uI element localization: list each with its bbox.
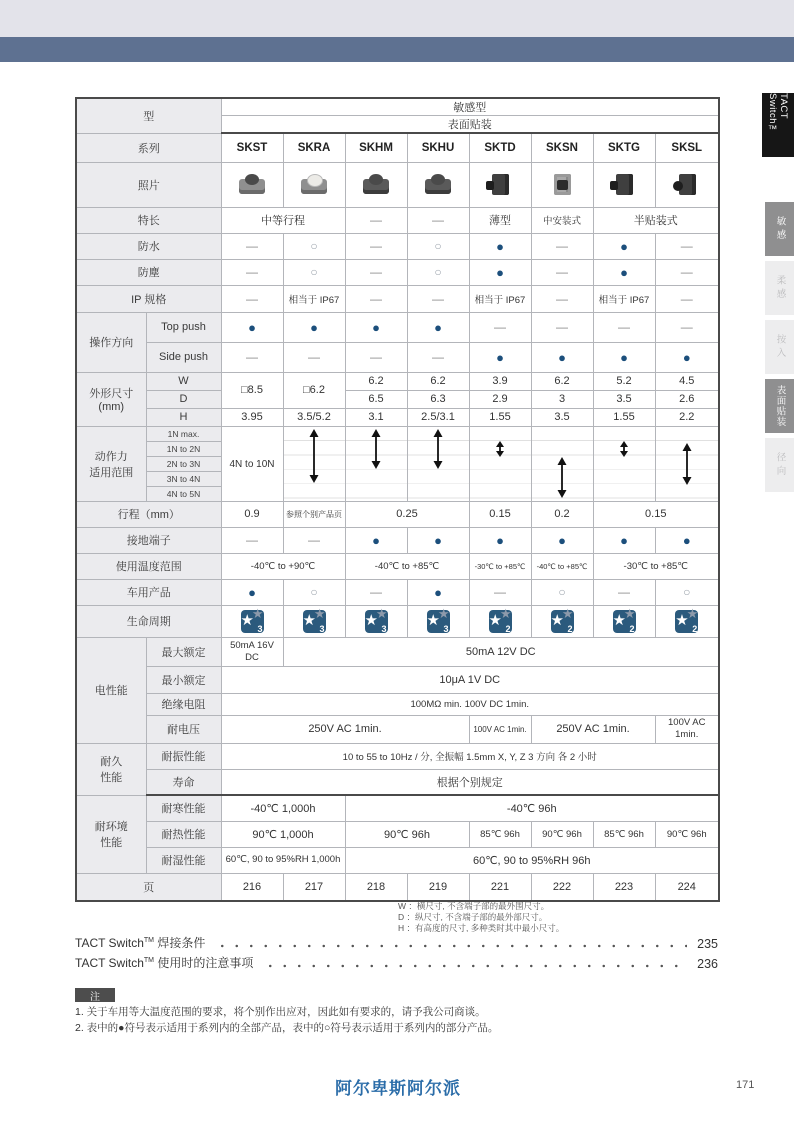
accent-band bbox=[0, 37, 794, 62]
lifecycle-badge: ★ ★ 3 bbox=[407, 605, 469, 637]
force-label bbox=[76, 426, 146, 501]
force-range-arrow bbox=[370, 429, 382, 469]
alps-alpine-logo: 阿尔卑斯阿尔派 bbox=[335, 1079, 461, 1098]
waterproof-cell: — bbox=[531, 233, 593, 259]
lifecycle-badge: ★ ★ 3 bbox=[221, 605, 283, 637]
dustproof-cell: — bbox=[345, 259, 407, 285]
environment-label-line2: 性能 bbox=[100, 837, 123, 849]
series-label: 系列 bbox=[76, 133, 221, 162]
dustproof-cell: ● bbox=[469, 259, 531, 285]
travel-cell: 0.25 bbox=[345, 501, 469, 527]
min-rating-label: 最小额定 bbox=[146, 666, 221, 693]
dim-cell: 3.95 bbox=[221, 408, 283, 426]
dim-cell: 3.5 bbox=[593, 390, 655, 408]
feature-cell: 薄型 bbox=[469, 207, 531, 233]
automotive-cell: ● bbox=[221, 579, 283, 605]
travel-cell: 0.2 bbox=[531, 501, 593, 527]
star-icon: ★ bbox=[686, 605, 699, 621]
top-push-cell: — bbox=[531, 312, 593, 342]
temperature-cell: -30℃ to +85℃ bbox=[469, 553, 531, 579]
dustproof-label: 防塵 bbox=[76, 259, 221, 285]
wdh-note-h: H ：有高度的尺寸, 多种类时其中最小尺寸。 bbox=[398, 923, 565, 934]
page-ref[interactable]: 221 bbox=[469, 873, 531, 901]
top-band bbox=[0, 0, 794, 37]
side-push-label: Side push bbox=[146, 342, 221, 372]
dim-cell: 1.55 bbox=[593, 408, 655, 426]
withstand-cell: 100V AC 1min. bbox=[469, 715, 531, 743]
ground-cell: ● bbox=[345, 527, 407, 553]
max-rating-cell: 50mA 12V DC bbox=[283, 637, 719, 666]
sidebar-tab-soft[interactable]: 柔感 bbox=[765, 261, 794, 315]
spec-table bbox=[75, 97, 720, 902]
top-push-cell: — bbox=[469, 312, 531, 342]
top-push-cell: ● bbox=[407, 312, 469, 342]
tact-switch-tab[interactable]: TACT Switch™ bbox=[762, 93, 794, 157]
dim-cell: 4.5 bbox=[655, 372, 719, 390]
lifecycle-badge: ★ ★ 3 bbox=[345, 605, 407, 637]
page-ref[interactable]: 222 bbox=[531, 873, 593, 901]
vibration-label: 耐振性能 bbox=[146, 743, 221, 769]
feature-cell: 中等行程 bbox=[221, 207, 345, 233]
dustproof-cell: ○ bbox=[407, 259, 469, 285]
temperature-cell: -40℃ to +85℃ bbox=[345, 553, 469, 579]
dim-cell: 3.5/5.2 bbox=[283, 408, 345, 426]
product-photo-skhm bbox=[345, 162, 407, 207]
star-icon: ★ bbox=[251, 605, 264, 621]
dustproof-cell: ● bbox=[593, 259, 655, 285]
wdh-footnotes bbox=[398, 901, 718, 934]
page-ref[interactable]: 224 bbox=[655, 873, 719, 901]
waterproof-cell: ○ bbox=[407, 233, 469, 259]
note-item-1: 1. 关于车用等大温度范围的要求，将个别作出应对，因此如有要求的，请予我公司商谈。 bbox=[75, 1006, 486, 1018]
lifecycle-badge: ★ ★ 2 bbox=[593, 605, 655, 637]
dim-cell: 2.9 bbox=[469, 390, 531, 408]
automotive-cell: — bbox=[469, 579, 531, 605]
force-cell-sksn bbox=[531, 426, 593, 501]
sidebar-tab-pushin[interactable]: 按入 bbox=[765, 320, 794, 374]
force-cell-sksl bbox=[655, 426, 719, 501]
temperature-cell: -40℃ to +85℃ bbox=[531, 553, 593, 579]
insulation-cell: 100MΩ min. 100V DC 1min. bbox=[221, 693, 719, 715]
note-label: 注 bbox=[75, 988, 115, 1002]
waterproof-cell: — bbox=[221, 233, 283, 259]
humidity-label: 耐湿性能 bbox=[146, 847, 221, 873]
top-push-cell: ● bbox=[283, 312, 345, 342]
ground-cell: ● bbox=[407, 527, 469, 553]
top-push-cell: ● bbox=[221, 312, 283, 342]
force-range-label: 3N to 4N bbox=[146, 471, 221, 486]
waterproof-cell: — bbox=[655, 233, 719, 259]
series-name: SKSL bbox=[655, 133, 719, 162]
dim-cell: 6.5 bbox=[345, 390, 407, 408]
force-label-line2: 适用范围 bbox=[89, 466, 134, 479]
star-icon: ★ bbox=[612, 611, 626, 629]
cold-cell: -40℃ 1,000h bbox=[221, 795, 345, 821]
product-photo-skhu bbox=[407, 162, 469, 207]
top-push-label: Top push bbox=[146, 312, 221, 342]
dim-cell: □6.2 bbox=[283, 372, 345, 408]
ip-cell: — bbox=[531, 285, 593, 312]
dustproof-cell: — bbox=[655, 259, 719, 285]
product-photo-sksn bbox=[531, 162, 593, 207]
dim-cell: 3.9 bbox=[469, 372, 531, 390]
link-page-number: 236 bbox=[697, 957, 718, 971]
dim-cell: □8.5 bbox=[221, 372, 283, 408]
dim-cell: 6.2 bbox=[345, 372, 407, 390]
page-row-label: 页 bbox=[76, 873, 221, 901]
force-range-arrow bbox=[432, 429, 444, 469]
star-icon: ★ bbox=[550, 611, 564, 629]
ground-label: 接地端子 bbox=[76, 527, 221, 553]
ground-cell: — bbox=[283, 527, 345, 553]
star-icon: ★ bbox=[488, 611, 502, 629]
automotive-cell: — bbox=[593, 579, 655, 605]
heat-cell: 90℃ 1,000h bbox=[221, 821, 345, 847]
force-cell-skra bbox=[283, 426, 345, 501]
note-item-2: 2. 表中的●符号表示适用于系列内的全部产品，表中的○符号表示适用于系列内的部分产品。 bbox=[75, 1022, 499, 1034]
mount-value: 表面贴装 bbox=[221, 116, 719, 134]
star-icon: ★ bbox=[313, 605, 326, 621]
automotive-cell: ○ bbox=[655, 579, 719, 605]
top-push-cell: — bbox=[593, 312, 655, 342]
ground-cell: — bbox=[221, 527, 283, 553]
waterproof-cell: ● bbox=[469, 233, 531, 259]
star-icon: ★ bbox=[364, 611, 378, 629]
electrical-label: 电性能 bbox=[76, 637, 146, 743]
side-push-cell: — bbox=[345, 342, 407, 372]
ip-cell: — bbox=[221, 285, 283, 312]
ip-cell: 相当于 IP67 bbox=[469, 285, 531, 312]
ground-cell: ● bbox=[655, 527, 719, 553]
force-range-label: 1N to 2N bbox=[146, 441, 221, 456]
side-push-cell: — bbox=[407, 342, 469, 372]
sidebar-tab-sensitive[interactable]: 敏感 bbox=[765, 202, 794, 256]
star-icon: ★ bbox=[561, 605, 574, 621]
h-label: H bbox=[146, 408, 221, 426]
environment-label bbox=[76, 795, 146, 873]
dimensions-label-line1: 外形尺寸 bbox=[89, 388, 134, 400]
series-name: SKTG bbox=[593, 133, 655, 162]
humidity-cell: 60℃, 90 to 95%RH 96h bbox=[345, 847, 719, 873]
page-ref[interactable]: 219 bbox=[407, 873, 469, 901]
force-range-arrow bbox=[308, 429, 320, 483]
travel-cell: 0.15 bbox=[593, 501, 719, 527]
travel-cell: 0.15 bbox=[469, 501, 531, 527]
dim-cell: 2.6 bbox=[655, 390, 719, 408]
environment-label-line1: 耐环境 bbox=[94, 821, 128, 833]
waterproof-cell: ● bbox=[593, 233, 655, 259]
product-photo-sktg bbox=[593, 162, 655, 207]
ground-cell: ● bbox=[531, 527, 593, 553]
side-push-cell: — bbox=[221, 342, 283, 372]
life-label: 寿命 bbox=[146, 769, 221, 795]
product-photo-skra bbox=[283, 162, 345, 207]
star-icon: ★ bbox=[623, 605, 636, 621]
wdh-note-d: D ：纵尺寸, 不含端子部的最外部尺寸。 bbox=[398, 912, 548, 923]
series-name: SKSN bbox=[531, 133, 593, 162]
series-name: SKRA bbox=[283, 133, 345, 162]
lifecycle-label: 生命周期 bbox=[76, 605, 221, 637]
ip-cell: 相当于 IP67 bbox=[593, 285, 655, 312]
waterproof-label: 防水 bbox=[76, 233, 221, 259]
star-icon: ★ bbox=[426, 611, 440, 629]
dim-cell: 3.5 bbox=[531, 408, 593, 426]
temperature-cell: -40℃ to +90℃ bbox=[221, 553, 345, 579]
force-cell-skhu bbox=[407, 426, 469, 501]
ip-cell: — bbox=[407, 285, 469, 312]
series-name: SKTD bbox=[469, 133, 531, 162]
force-cell-sktg bbox=[593, 426, 655, 501]
lifecycle-badge: ★ ★ 2 bbox=[655, 605, 719, 637]
force-cell-skst: 4N to 10N bbox=[221, 426, 283, 501]
lifecycle-badge: ★ ★ 3 bbox=[283, 605, 345, 637]
dimensions-label-line2: (mm) bbox=[98, 401, 125, 413]
dustproof-cell: — bbox=[221, 259, 283, 285]
automotive-cell: ● bbox=[407, 579, 469, 605]
sidebar-tab-radial[interactable]: 径向 bbox=[765, 438, 794, 492]
heat-cell: 90℃ 96h bbox=[531, 821, 593, 847]
side-push-cell: — bbox=[283, 342, 345, 372]
star-icon: ★ bbox=[302, 611, 316, 629]
feature-cell: — bbox=[407, 207, 469, 233]
dim-cell: 2.5/3.1 bbox=[407, 408, 469, 426]
travel-label: 行程（mm） bbox=[76, 501, 221, 527]
force-label-line1: 动作力 bbox=[94, 450, 128, 463]
dot-leader bbox=[215, 944, 687, 948]
link-text: TACT Switch™ 使用时的注意事项 bbox=[75, 956, 254, 970]
max-rating-cell: 50mA 16V DC bbox=[221, 637, 283, 666]
side-push-cell: ● bbox=[469, 342, 531, 372]
heat-cell: 90℃ 96h bbox=[345, 821, 469, 847]
automotive-cell: ○ bbox=[283, 579, 345, 605]
automotive-cell: — bbox=[345, 579, 407, 605]
insulation-label: 绝缘电阻 bbox=[146, 693, 221, 715]
temperature-cell: -30℃ to +85℃ bbox=[593, 553, 719, 579]
ip-label: IP 规格 bbox=[76, 285, 221, 312]
dim-cell: 3.1 bbox=[345, 408, 407, 426]
force-range-label: 4N to 5N bbox=[146, 486, 221, 501]
lifecycle-badge: ★ ★ 2 bbox=[531, 605, 593, 637]
durability-label bbox=[76, 743, 146, 795]
dim-cell: 6.2 bbox=[531, 372, 593, 390]
wdh-note-w: W ：横尺寸, 不含端子部的最外围尺寸。 bbox=[398, 901, 550, 911]
side-push-cell: ● bbox=[655, 342, 719, 372]
heat-cell: 85℃ 96h bbox=[469, 821, 531, 847]
star-icon: ★ bbox=[437, 605, 450, 621]
dimensions-label bbox=[76, 372, 146, 426]
humidity-cell: 60℃, 90 to 95%RH 1,000h bbox=[221, 847, 345, 873]
force-range-arrow bbox=[556, 457, 568, 498]
star-icon: ★ bbox=[675, 611, 689, 629]
travel-cell: 0.9 bbox=[221, 501, 283, 527]
durability-label-line1: 耐久 bbox=[100, 756, 123, 768]
sidebar-tab-smd[interactable]: 表面贴装 bbox=[765, 379, 794, 433]
page-ref[interactable]: 217 bbox=[283, 873, 345, 901]
ip-cell: — bbox=[655, 285, 719, 312]
page-ref[interactable]: 223 bbox=[593, 873, 655, 901]
dim-cell: 6.2 bbox=[407, 372, 469, 390]
force-range-label: 1N max. bbox=[146, 426, 221, 441]
dot-leader bbox=[263, 964, 687, 968]
dim-cell: 6.3 bbox=[407, 390, 469, 408]
automotive-label: 车用产品 bbox=[76, 579, 221, 605]
feature-label: 特长 bbox=[76, 207, 221, 233]
withstand-cell: 100V AC 1min. bbox=[655, 715, 719, 743]
ground-cell: ● bbox=[469, 527, 531, 553]
lifecycle-badge: ★ ★ 2 bbox=[469, 605, 531, 637]
star-icon: ★ bbox=[499, 605, 512, 621]
force-range-arrow bbox=[494, 441, 506, 457]
dim-cell: 3 bbox=[531, 390, 593, 408]
link-page-number: 235 bbox=[697, 937, 718, 951]
series-name: SKHU bbox=[407, 133, 469, 162]
feature-cell: 中安装式 bbox=[531, 207, 593, 233]
direction-label: 操作方向 bbox=[76, 312, 146, 372]
side-push-cell: ● bbox=[531, 342, 593, 372]
durability-label-line2: 性能 bbox=[100, 772, 123, 784]
d-label: D bbox=[146, 390, 221, 408]
force-range-arrow bbox=[681, 443, 693, 485]
product-photo-sktd bbox=[469, 162, 531, 207]
link-text: TACT Switch™ 焊接条件 bbox=[75, 936, 206, 950]
page-number: 171 bbox=[736, 1079, 755, 1091]
page-ref[interactable]: 216 bbox=[221, 873, 283, 901]
dim-cell: 5.2 bbox=[593, 372, 655, 390]
dustproof-cell: ○ bbox=[283, 259, 345, 285]
automotive-cell: ○ bbox=[531, 579, 593, 605]
ip-cell: — bbox=[345, 285, 407, 312]
type-label: 型 bbox=[76, 98, 221, 133]
vibration-cell: 10 to 55 to 10Hz / 分, 全振幅 1.5mm X, Y, Z 3 方向 各 2 小时 bbox=[221, 743, 719, 769]
max-rating-label: 最大额定 bbox=[146, 637, 221, 666]
waterproof-cell: ○ bbox=[283, 233, 345, 259]
force-range-label: 2N to 3N bbox=[146, 456, 221, 471]
product-photo-skst bbox=[221, 162, 283, 207]
w-label: W bbox=[146, 372, 221, 390]
force-cell-skhm bbox=[345, 426, 407, 501]
ip-cell: 相当于 IP67 bbox=[283, 285, 345, 312]
temperature-label: 使用温度范围 bbox=[76, 553, 221, 579]
dim-cell: 1.55 bbox=[469, 408, 531, 426]
photo-label: 照片 bbox=[76, 162, 221, 207]
cold-cell: -40℃ 96h bbox=[345, 795, 719, 821]
force-range-arrow bbox=[618, 441, 630, 457]
top-push-cell: — bbox=[655, 312, 719, 342]
type-value: 敏感型 bbox=[221, 98, 719, 116]
star-icon: ★ bbox=[240, 611, 254, 629]
series-name: SKHM bbox=[345, 133, 407, 162]
product-photo-sksl bbox=[655, 162, 719, 207]
page-ref[interactable]: 218 bbox=[345, 873, 407, 901]
top-push-cell: ● bbox=[345, 312, 407, 342]
series-name: SKST bbox=[221, 133, 283, 162]
usage-precautions-link[interactable] bbox=[75, 954, 718, 971]
heat-cell: 90℃ 96h bbox=[655, 821, 719, 847]
travel-cell: 参照个别产品页 bbox=[283, 501, 345, 527]
withstand-label: 耐电压 bbox=[146, 715, 221, 743]
ground-cell: ● bbox=[593, 527, 655, 553]
heat-label: 耐热性能 bbox=[146, 821, 221, 847]
force-cell-sktd bbox=[469, 426, 531, 501]
dustproof-cell: — bbox=[531, 259, 593, 285]
feature-cell: 半贴装式 bbox=[593, 207, 719, 233]
feature-cell: — bbox=[345, 207, 407, 233]
star-icon: ★ bbox=[375, 605, 388, 621]
cold-label: 耐寒性能 bbox=[146, 795, 221, 821]
withstand-cell: 250V AC 1min. bbox=[221, 715, 469, 743]
soldering-conditions-link[interactable] bbox=[75, 934, 718, 951]
side-push-cell: ● bbox=[593, 342, 655, 372]
min-rating-cell: 10μA 1V DC bbox=[221, 666, 719, 693]
life-cell: 根据个别规定 bbox=[221, 769, 719, 795]
waterproof-cell: — bbox=[345, 233, 407, 259]
withstand-cell: 250V AC 1min. bbox=[531, 715, 655, 743]
heat-cell: 85℃ 96h bbox=[593, 821, 655, 847]
dim-cell: 2.2 bbox=[655, 408, 719, 426]
